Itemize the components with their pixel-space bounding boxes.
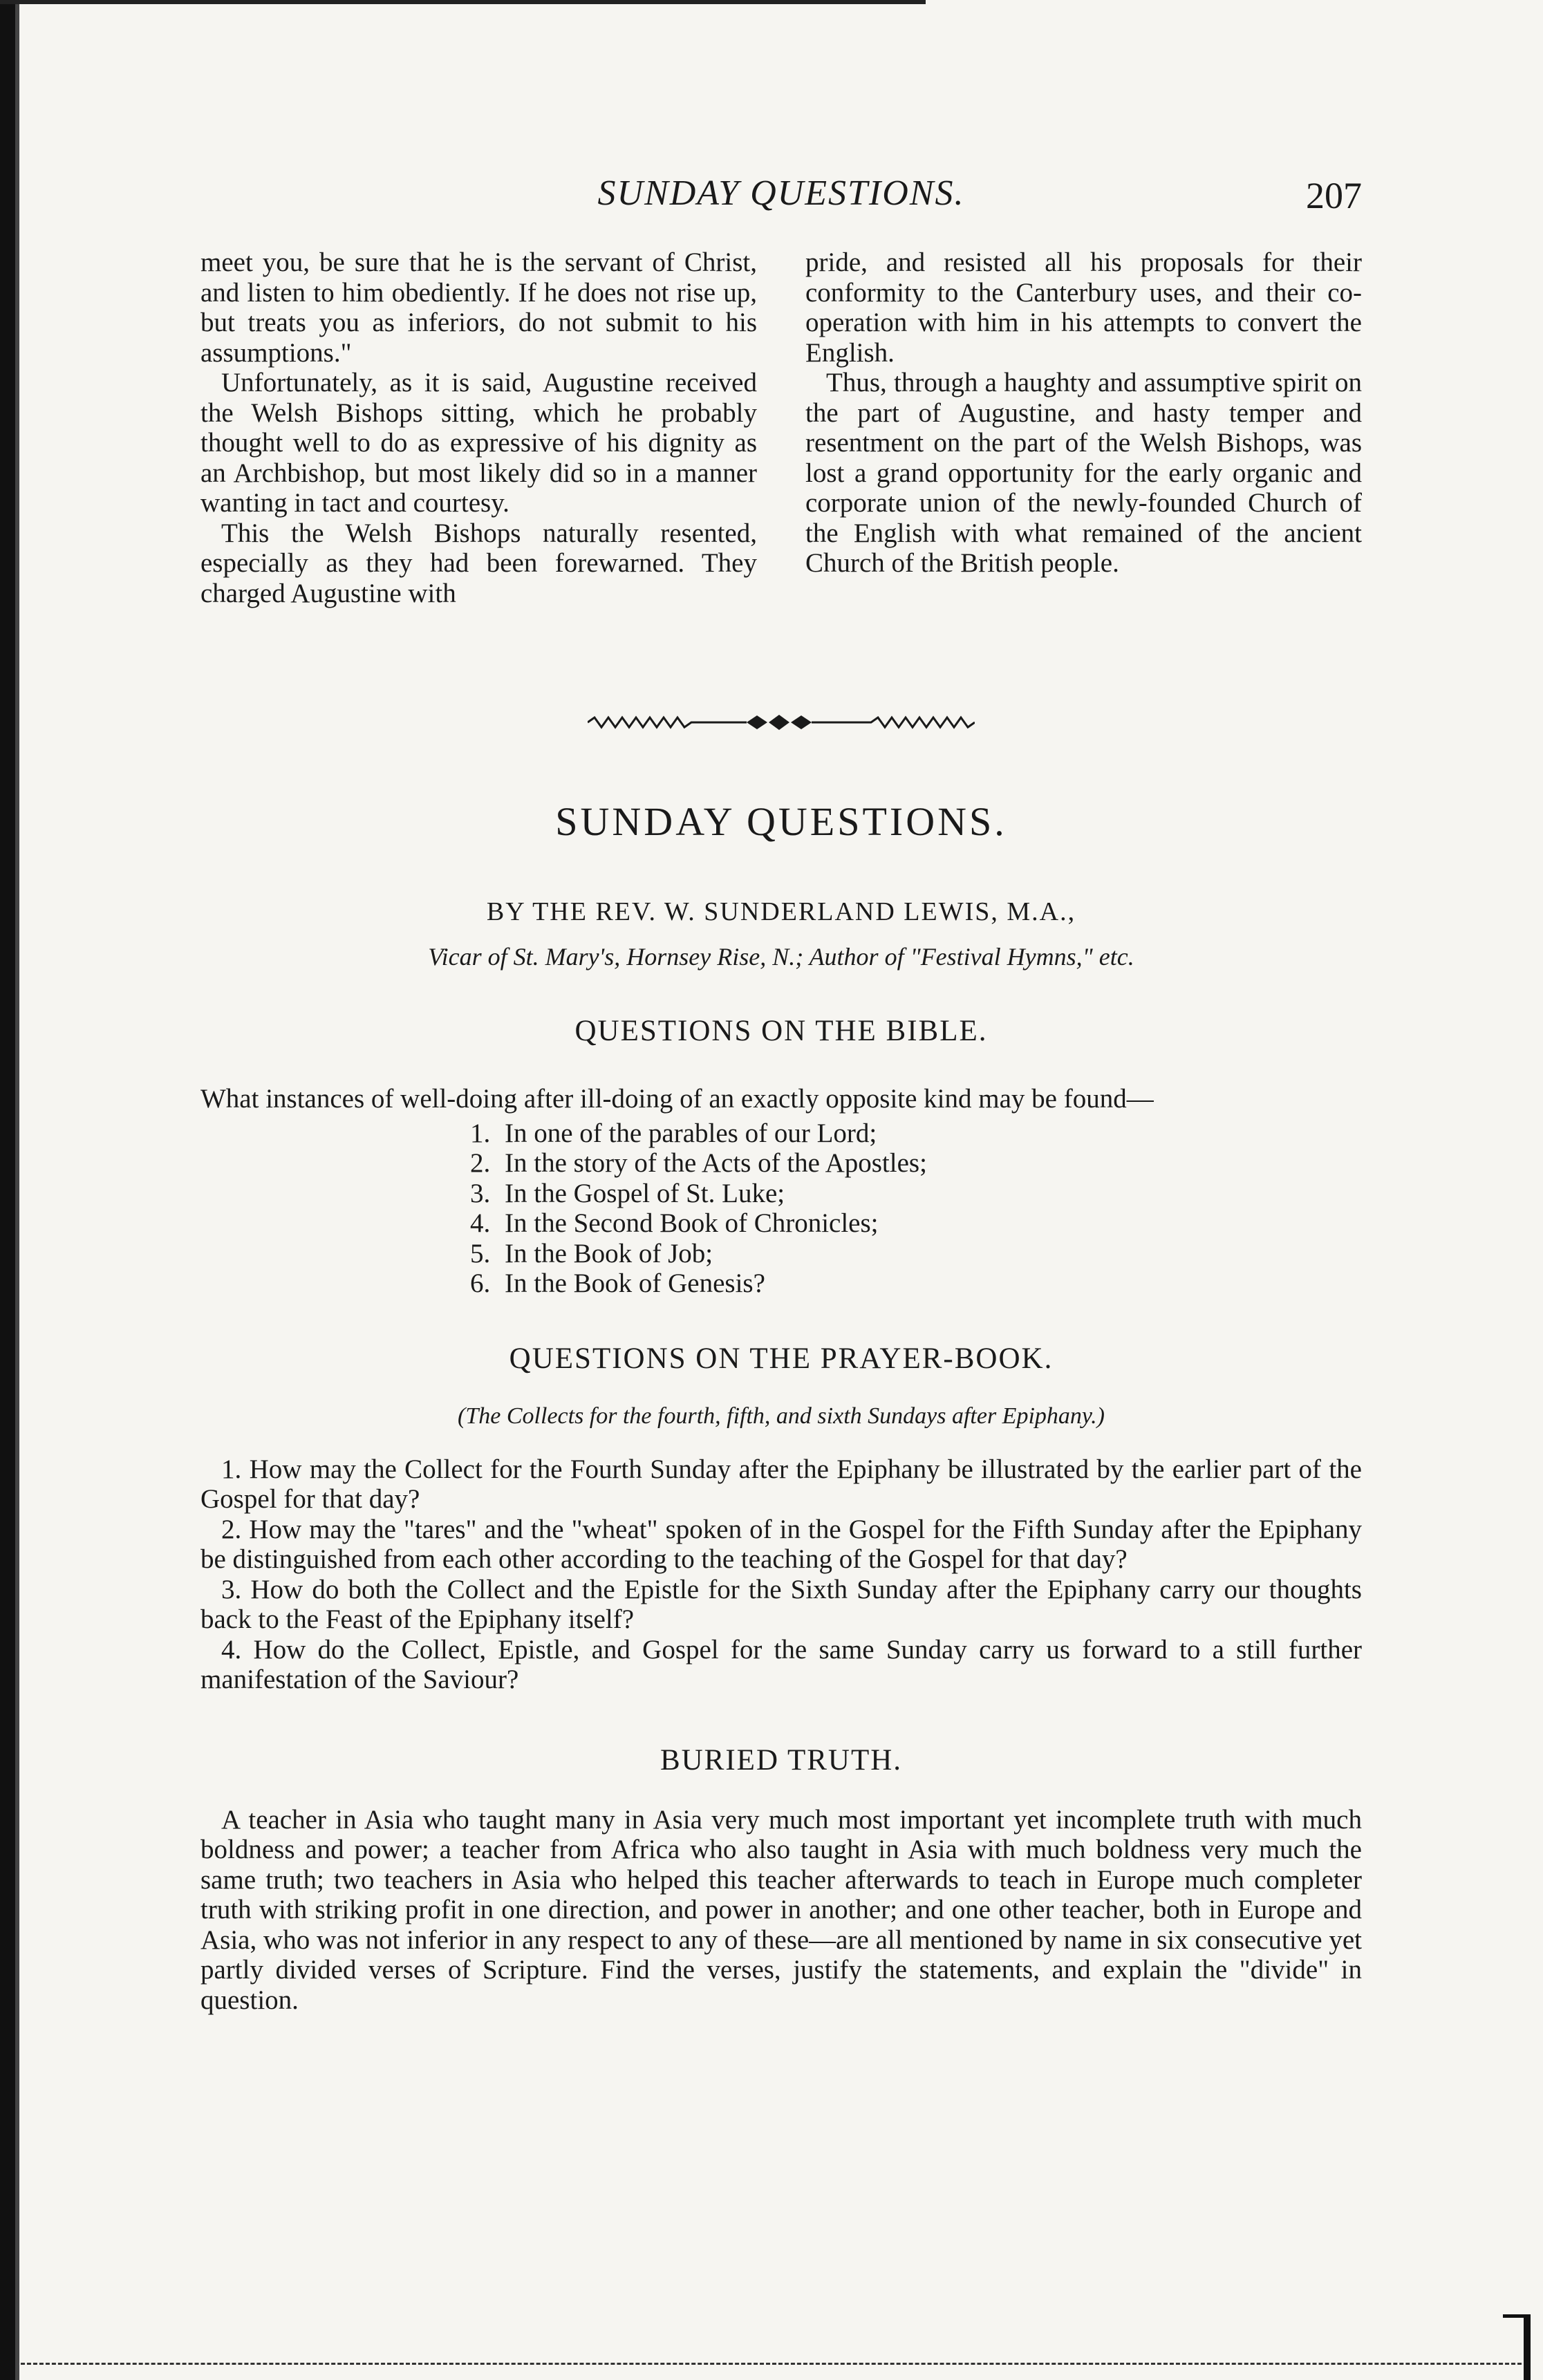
- question-paragraph: 1. How may the Collect for the Fourth Sunday after the Epiphany be illustrated by the earlier part of the Gospel for that day?: [200, 1454, 1362, 1514]
- page-corner-mark: [1503, 2314, 1531, 2380]
- question-paragraph: 2. How may the "tares" and the "wheat" spoken of in the Gospel for the Fifth Sunday after the Epiphany be distinguished from each other according to the teaching of the Gospel for that day?: [200, 1514, 1362, 1574]
- buried-truth-paragraph: A teacher in Asia who taught many in Asia very much most important yet incomplete truth with much boldness and power; a teacher from Africa who also taught in Asia with much boldness very much the same truth; two teachers in Asia who helped this teacher afterwards to teach in Europe much completer truth with striking profit in one direction, and power in another; and one other teacher, both in Europe and Asia, who was not inferior in any respect to any of these—are all mentioned by name in six consecutive yet partly divided verses of Scripture. Find the verses, justify the statements, and explain the "divide" in question.: [200, 1804, 1362, 2015]
- left-column: [200, 247, 757, 608]
- paragraph: Unfortunately, as it is said, Augustine received the Welsh Bishops sitting, which he probably thought well to do as expressive of his dignity as an Archbishop, but most likely did so in a manner wanting in tact and courtesy.: [200, 368, 757, 518]
- article-title: SUNDAY QUESTIONS.: [555, 799, 1007, 844]
- paragraph: meet you, be sure that he is the servant of Christ, and listen to him obediently. If he does not rise up, but treats you as inferiors, do not submit to his assumptions.": [200, 247, 757, 368]
- paragraph: This the Welsh Bishops naturally resented, especially as they had been forewarned. They charged Augustine with: [200, 518, 757, 608]
- right-column: [805, 247, 1362, 608]
- list-item: 4. In the Second Book of Chronicles;: [470, 1208, 879, 1238]
- prayer-book-questions: [200, 1454, 1362, 1695]
- section-heading-prayer-book: QUESTIONS ON THE PRAYER-BOOK.: [509, 1342, 1054, 1375]
- list-item: 1. In one of the parables of our Lord;: [470, 1118, 877, 1148]
- page-number: 207: [1306, 175, 1362, 216]
- byline: BY THE REV. W. SUNDERLAND LEWIS, M.A.,: [486, 897, 1076, 926]
- list-item: 3. In the Gospel of St. Luke;: [470, 1178, 785, 1208]
- question-paragraph: 3. How do both the Collect and the Epistle for the Sixth Sunday after the Epiphany carry our thoughts back to the Feast of the Epiphany itself?: [200, 1574, 1362, 1634]
- question-paragraph: 4. How do the Collect, Epistle, and Gospel for the same Sunday carry us forward to a still further manifestation of the Saviour?: [200, 1634, 1362, 1694]
- two-column-text: [200, 247, 1362, 608]
- bible-question-list: [200, 1118, 1362, 1299]
- list-item: 6. In the Book of Genesis?: [470, 1268, 765, 1298]
- author-affiliation: Vicar of St. Mary's, Hornsey Rise, N.; Author of "Festival Hymns," etc.: [428, 943, 1134, 971]
- ornament-divider-icon: [588, 712, 975, 733]
- collects-note: (The Collects for the fourth, fifth, and sixth Sundays after Epiphany.): [458, 1403, 1105, 1429]
- page-edge-left: [0, 0, 15, 2380]
- running-title: SUNDAY QUESTIONS.: [597, 174, 965, 213]
- paragraph: Thus, through a haughty and assumptive spirit on the part of Augustine, and hasty temper and resentment on the part of the Welsh Bishops, was lost a grand opportunity for the early organic and corporate union of the newly-founded Church of the English with what remained of the ancient Church of the British people.: [805, 368, 1362, 578]
- page-content: [200, 173, 1362, 2015]
- ornament-divider: [200, 712, 1362, 736]
- section-heading-bible: QUESTIONS ON THE BIBLE.: [574, 1015, 988, 1047]
- list-item: 5. In the Book of Job;: [470, 1238, 713, 1268]
- running-head: [200, 173, 1362, 228]
- list-item: 2. In the story of the Acts of the Apostles;: [470, 1148, 927, 1178]
- page-edge-top: [0, 0, 1543, 4]
- page-edge-bottom: [21, 2363, 1528, 2367]
- page-edge-shadow: [15, 0, 19, 2380]
- paragraph: pride, and resisted all his proposals for their conformity to the Canterbury uses, and their co-operation with him in his attempts to convert the English.: [805, 247, 1362, 368]
- bible-intro: What instances of well-doing after ill-doing of an exactly opposite kind may be found—: [200, 1084, 1154, 1114]
- section-heading-buried-truth: BURIED TRUTH.: [660, 1743, 903, 1777]
